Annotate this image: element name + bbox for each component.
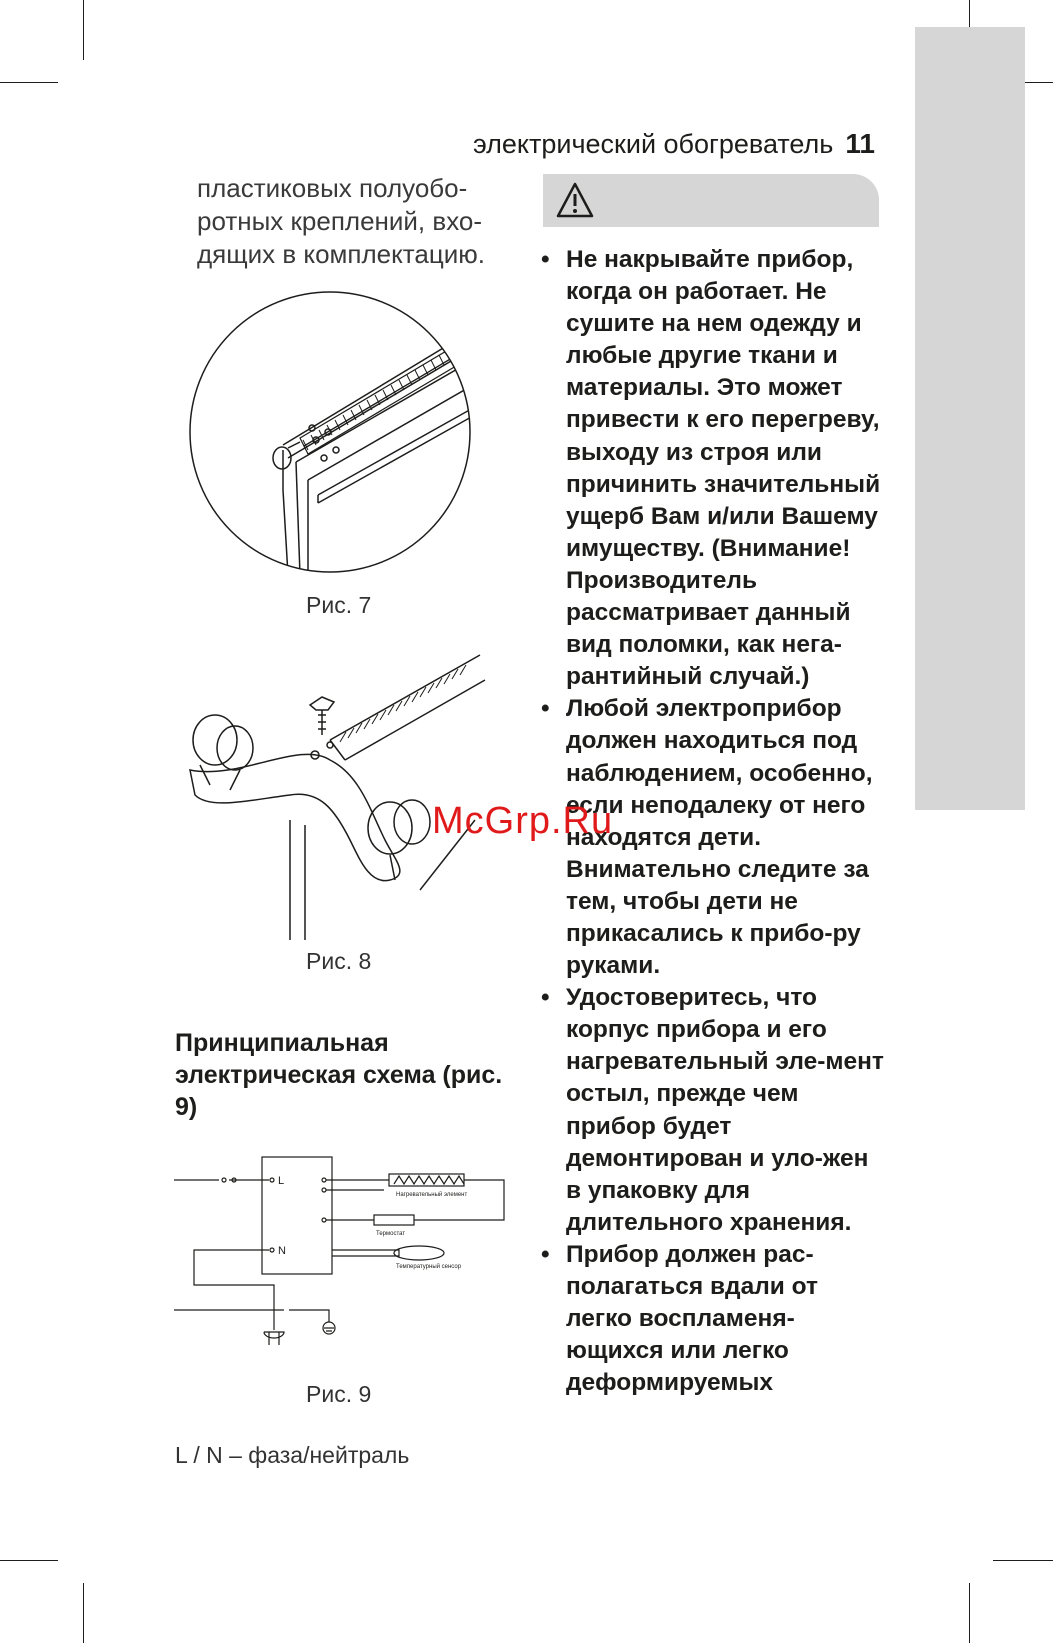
figure-8-illustration (180, 650, 500, 940)
crop-mark (0, 82, 58, 83)
warning-banner (543, 174, 879, 227)
schematic-label-N: N (278, 1245, 286, 1257)
figure-8-caption: Рис. 8 (306, 948, 372, 974)
legend-text: L / N – фаза/нейтраль (175, 1442, 410, 1468)
crop-mark (83, 0, 84, 60)
schematic-label-L: L (278, 1175, 285, 1187)
section-title: Принципиальная электрическая схема (рис. 9) (175, 1029, 503, 1121)
running-title: электрический обогреватель (472, 129, 834, 159)
crop-mark (0, 1560, 58, 1561)
crop-mark (993, 1560, 1053, 1561)
figure-7-caption: Рис. 7 (306, 592, 372, 618)
intro-text: пластиковых полуобо-ротных креплений, вхо-дящих в комплектацию. (197, 173, 486, 269)
side-tab (915, 27, 1025, 810)
running-header (473, 128, 875, 160)
figure-7-illustration (188, 290, 473, 575)
figure-9-schematic (174, 1150, 524, 1350)
schematic-label-heater: Нагревательный элемент (396, 1192, 468, 1198)
schematic-label-sensor: Температурный сенсор (396, 1264, 462, 1270)
warning-triangle-icon (555, 181, 595, 219)
warning-item: • Удостоверитесь, что корпус прибора и его нагревательный эле-мент остыл, прежде чем прибор будет демонтирован и уло-жен в упаковку для длительного хранения. (541, 982, 886, 1239)
warning-item: • Прибор должен рас-полагаться вдали от легко воспламеня-ющихся или легко деформируемых (541, 1239, 886, 1399)
crop-mark (969, 1583, 970, 1643)
figure-9-caption: Рис. 9 (306, 1381, 372, 1407)
warning-item: • Не накрывайте прибор, когда он работает. Не сушите на нем одежду и любые другие ткани и материалы. Это может привести к его перегреву, выходу из строя или причинить значительный ущерб Вам и/или Вашему имуществу. (Внимание! Производитель рассматривает данный вид поломки, как нега-рантийный случай.) (541, 244, 886, 693)
page-number: 11 (845, 128, 875, 159)
schematic-label-thermostat: Термостат (376, 1231, 406, 1237)
warning-item: • Любой электроприбор должен находиться под наблюдением, особенно, если неподалеку от него находятся дети. Внимательно следите за тем, чтобы дети не прикасались к прибо-ру руками. (541, 693, 886, 982)
crop-mark (83, 1583, 84, 1643)
watermark: McGrp.Ru (432, 800, 614, 842)
